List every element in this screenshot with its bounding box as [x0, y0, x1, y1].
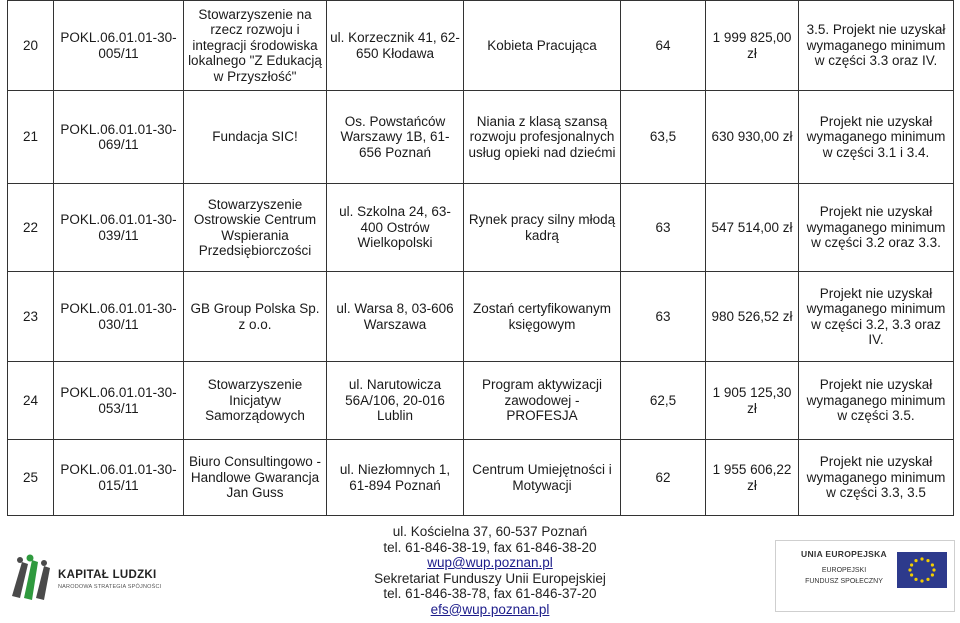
amount: 547 514,00 zł [706, 184, 799, 272]
project-title: Program aktywizacji zawodowej - PROFESJA [464, 362, 621, 440]
points: 62 [621, 440, 706, 516]
project-code: POKL.06.01.01-30-015/11 [54, 440, 184, 516]
rejection-note: Projekt nie uzyskał wymaganego minimum w części 3.2 oraz 3.3. [799, 184, 954, 272]
eu-flag-icon [897, 552, 947, 588]
row-number: 20 [8, 1, 54, 91]
phone-line: tel. 61-846-38-19, fax 61-846-38-20 [383, 539, 597, 555]
project-title: Centrum Umiejętności i Motywacji [464, 440, 621, 516]
rejection-note: Projekt nie uzyskał wymaganego minimum w części 3.3, 3.5 [799, 440, 954, 516]
organization-address: ul. Warsa 8, 03-606 Warszawa [327, 272, 464, 362]
row-number: 21 [8, 91, 54, 184]
amount: 980 526,52 zł [706, 272, 799, 362]
kapital-ludzki-title: KAPITAŁ LUDZKI [58, 569, 157, 581]
project-title: Rynek pracy silny młodą kadrą [464, 184, 621, 272]
organization-address: ul. Niezłomnych 1, 61-894 Poznań [327, 440, 464, 516]
organization-name: GB Group Polska Sp. z o.o. [184, 272, 327, 362]
project-title: Zostań certyfikowanym księgowym [464, 272, 621, 362]
organization-name: Biuro Consultingowo - Handlowe Gwarancja Jan Guss [184, 440, 327, 516]
project-code: POKL.06.01.01-30-039/11 [54, 184, 184, 272]
address-line: ul. Kościelna 37, 60-537 Poznań [392, 524, 588, 539]
project-title: Kobieta Pracująca [464, 1, 621, 91]
organization-name: Stowarzyszenie Inicjatyw Samorządowych [184, 362, 327, 440]
phone-line-secretariat: tel. 61-846-38-78, fax 61-846-37-20 [383, 586, 597, 601]
organization-name: Fundacja SIC! [184, 91, 327, 184]
organization-name: Stowarzyszenie na rzecz rozwoju i integracji środowiska lokalnego "Z Edukacją w Przyszłość" [184, 1, 327, 91]
organization-address: ul. Szkolna 24, 63-400 Ostrów Wielkopolski [327, 184, 464, 272]
secretariat-line: Sekretariat Funduszy Unii Europejskiej [374, 570, 606, 586]
points: 64 [621, 1, 706, 91]
kapital-ludzki-subtitle: NARODOWA STRATEGIA SPÓJNOŚCI [58, 584, 162, 590]
amount: 630 930,00 zł [706, 91, 799, 184]
amount: 1 905 125,30 zł [706, 362, 799, 440]
email-link-wup[interactable]: wup@wup.poznan.pl [427, 555, 553, 570]
project-code: POKL.06.01.01-30-053/11 [54, 362, 184, 440]
project-title: Niania z klasą szansą rozwoju profesjonalnych usług opieki nad dziećmi [464, 91, 621, 184]
kapital-ludzki-emblem-icon [12, 555, 50, 601]
rejection-note: 3.5. Projekt nie uzyskał wymaganego minimum w części 3.3 oraz IV. [799, 1, 954, 91]
eu-fund-label-line1: EUROPEJSKI [821, 567, 867, 574]
points: 63 [621, 272, 706, 362]
organization-address: Os. Powstańców Warszawy 1B, 61-656 Poznań [327, 91, 464, 184]
points: 62,5 [621, 362, 706, 440]
row-number: 22 [8, 184, 54, 272]
project-code: POKL.06.01.01-30-030/11 [54, 272, 184, 362]
rejection-note: Projekt nie uzyskał wymaganego minimum w części 3.2, 3.3 oraz IV. [799, 272, 954, 362]
rejection-note: Projekt nie uzyskał wymaganego minimum w części 3.5. [799, 362, 954, 440]
points: 63,5 [621, 91, 706, 184]
points: 63 [621, 184, 706, 272]
organization-address: ul. Korzecznik 41, 62-650 Kłodawa [327, 1, 464, 91]
project-code: POKL.06.01.01-30-069/11 [54, 91, 184, 184]
amount: 1 955 606,22 zł [706, 440, 799, 516]
contact-block [330, 524, 650, 617]
project-code: POKL.06.01.01-30-005/11 [54, 1, 184, 91]
organization-address: ul. Narutowicza 56A/106, 20-016 Lublin [327, 362, 464, 440]
organization-name: Stowarzyszenie Ostrowskie Centrum Wspierania Przedsiębiorczości [184, 184, 327, 272]
email-link-efs[interactable]: efs@wup.poznan.pl [430, 601, 550, 617]
eu-union-label: UNIA EUROPEJSKA [801, 549, 887, 559]
amount: 1 999 825,00 zł [706, 1, 799, 91]
row-number: 24 [8, 362, 54, 440]
rejection-note: Projekt nie uzyskał wymaganego minimum w części 3.1 i 3.4. [799, 91, 954, 184]
row-number: 23 [8, 272, 54, 362]
eu-fund-label-line2: FUNDUSZ SPOŁECZNY [805, 578, 883, 585]
row-number: 25 [8, 440, 54, 516]
